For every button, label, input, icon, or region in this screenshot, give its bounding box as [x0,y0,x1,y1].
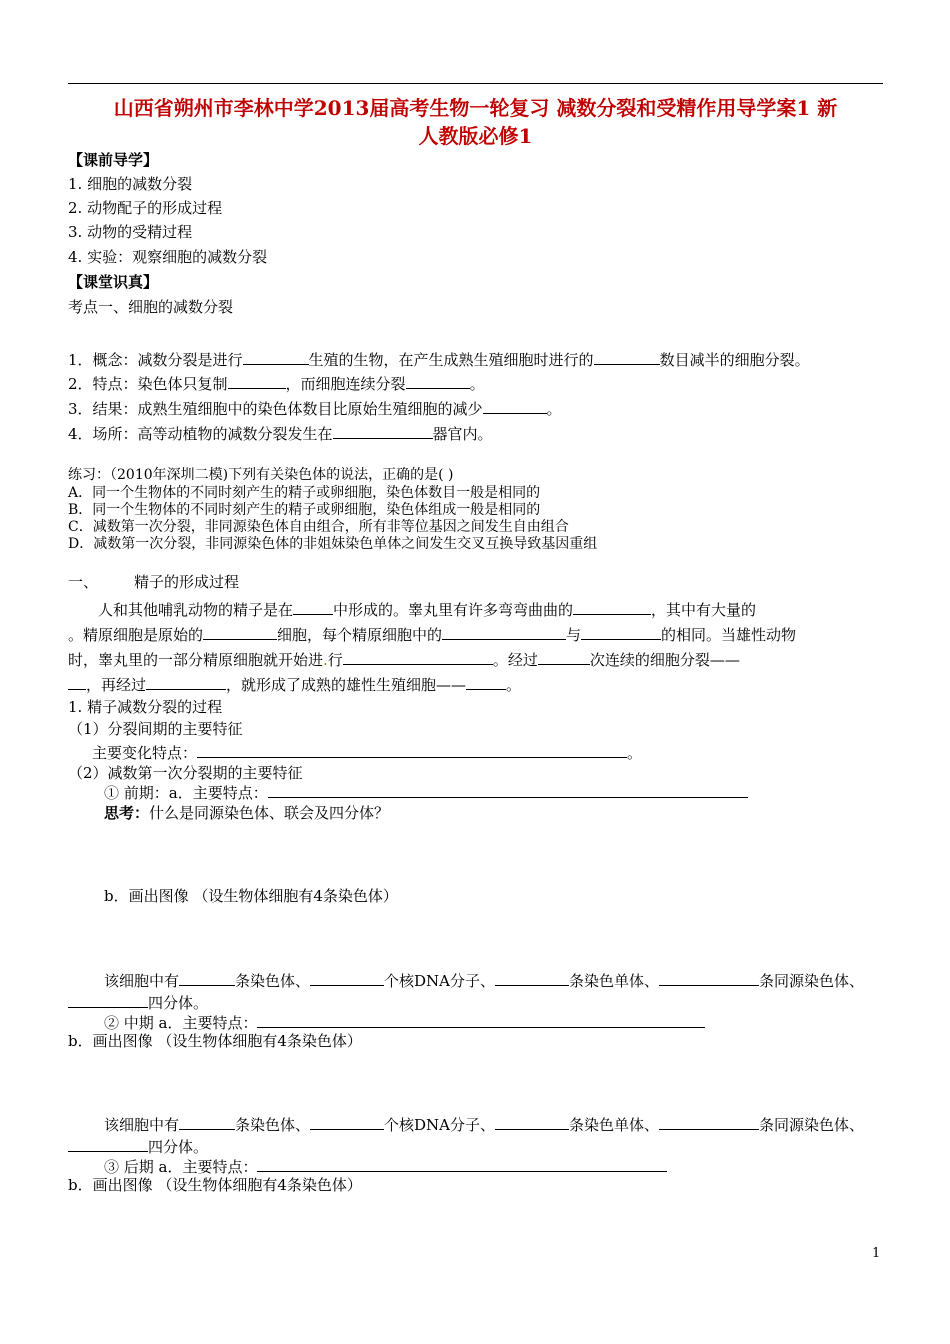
blank[interactable] [343,648,493,665]
pre-study-item: 2. 动物配子的形成过程 [68,199,223,217]
draw-instruction: b．画出图像 （设生物体细胞有4条染色体） [104,887,398,905]
anaphase-line: ③ 后期 a．主要特点： [104,1155,667,1177]
feature-line: 2．特点：染色体只复制 ，而细胞连续分裂 。 [68,372,485,394]
blank[interactable] [538,648,590,665]
meiosis1-heading: （2）减数第一次分裂期的主要特征 [68,764,303,782]
interphase-heading: （1）分裂间期的主要特征 [68,720,243,738]
paragraph-line-1: 人和其他哺乳动物的精子是在 中形成的。睾丸里有许多弯弯曲曲的 ，其中有大量的 [68,598,883,620]
blank[interactable] [659,969,759,986]
pre-study-item: 3. 动物的受精过程 [68,223,193,241]
blank[interactable] [466,673,506,690]
blank[interactable] [483,397,547,414]
blank[interactable] [146,673,226,690]
cell-count-line: 该细胞中有 条染色体、 个核DNA分子、 条染色单体、 条同源染色体、 [104,1113,864,1135]
blank[interactable] [310,1113,384,1130]
header-rule [68,83,883,84]
blank[interactable] [659,1113,759,1130]
pre-study-item: 4. 实验：观察细胞的减数分裂 [68,248,268,266]
blank[interactable] [68,1135,148,1152]
exercise-option-a: A．同一个生物体的不同时刻产生的精子或卵细胞，染色体数目一般是相同的 [68,485,541,501]
section-heading: 精子的形成过程 [134,573,240,591]
blank[interactable] [581,623,661,640]
cell-count-line-2: 四分体。 [68,1135,208,1157]
blank[interactable] [495,969,569,986]
pre-study-heading: 【课前导学】 [68,151,159,169]
exercise-option-d: D．减数第一次分裂，非同源染色体的非姐妹染色单体之间发生交叉互换导致基因重组 [68,536,598,552]
blank[interactable] [573,598,651,615]
process-heading: 1. 精子减数分裂的过程 [68,698,223,716]
blank[interactable] [68,991,148,1008]
metaphase-line: ② 中期 a．主要特点： [104,1011,705,1033]
document-title-line1: 山西省朔州市李林中学2013届高考生物一轮复习 减数分裂和受精作用导学案1 新 [113,96,838,120]
main-change-line: 主要变化特点： 。 [92,741,642,763]
section-number: 一、 [68,573,99,591]
paragraph-line-4: ，再经过 ，就形成了成熟的雄性生殖细胞—— 。 [68,673,521,695]
pre-study-item: 1. 细胞的减数分裂 [68,175,193,193]
answer-line[interactable] [257,1155,667,1172]
think-question: 思考：什么是同源染色体、联会及四分体？ [104,804,390,822]
prophase-line: ① 前期：a．主要特点： [104,781,748,803]
topic-heading: 考点一、细胞的减数分裂 [68,298,234,316]
blank[interactable] [495,1113,569,1130]
draw-instruction: b．画出图像 （设生物体细胞有4条染色体） [68,1176,362,1194]
cell-count-line-2: 四分体。 [68,991,208,1013]
answer-line[interactable] [268,781,748,798]
blank[interactable] [179,1113,235,1130]
blank[interactable] [442,623,566,640]
exercise-stem: 练习：（2010年深圳二模)下列有关染色体的说法，正确的是( ) [68,467,454,483]
blank[interactable] [228,372,286,389]
paragraph-line-2: 。精原细胞是原始的 细胞，每个精原细胞中的 与 的相同。当雄性动物 [68,623,796,645]
page-number: 1 [872,1246,881,1261]
cell-count-line: 该细胞中有 条染色体、 个核DNA分子、 条染色单体、 条同源染色体、 [104,969,864,991]
document-title-line2: 人教版必修1 [418,124,533,148]
blank[interactable] [203,623,277,640]
class-study-heading: 【课堂识真】 [68,273,159,291]
concept-line: 1．概念：减数分裂是进行 生殖的生物，在产生成熟生殖细胞时进行的 数目减半的细胞分裂。 [68,348,810,370]
blank[interactable] [310,969,384,986]
exercise-option-b: B．同一个生物体的不同时刻产生的精子或卵细胞，染色体组成一般是相同的 [68,502,541,518]
blank[interactable] [333,422,433,439]
blank[interactable] [293,598,333,615]
paragraph-line-3: 时，睾丸里的一部分精原细胞就开始进.行 。经过 次连续的细胞分裂—— [68,648,740,670]
blank[interactable] [243,348,309,365]
answer-line[interactable] [257,1011,705,1028]
blank[interactable] [594,348,660,365]
place-line: 4．场所：高等动植物的减数分裂发生在 器官内。 [68,422,493,444]
result-line: 3．结果：成熟生殖细胞中的染色体数目比原始生殖细胞的减少 。 [68,397,562,419]
draw-instruction: b．画出图像 （设生物体细胞有4条染色体） [68,1032,362,1050]
blank[interactable] [68,673,86,690]
blank[interactable] [406,372,470,389]
blank[interactable] [179,969,235,986]
exercise-option-c: C．减数第一次分裂，非同源染色体自由组合，所有非等位基因之间发生自由组合 [68,519,569,535]
answer-line[interactable] [197,741,627,758]
